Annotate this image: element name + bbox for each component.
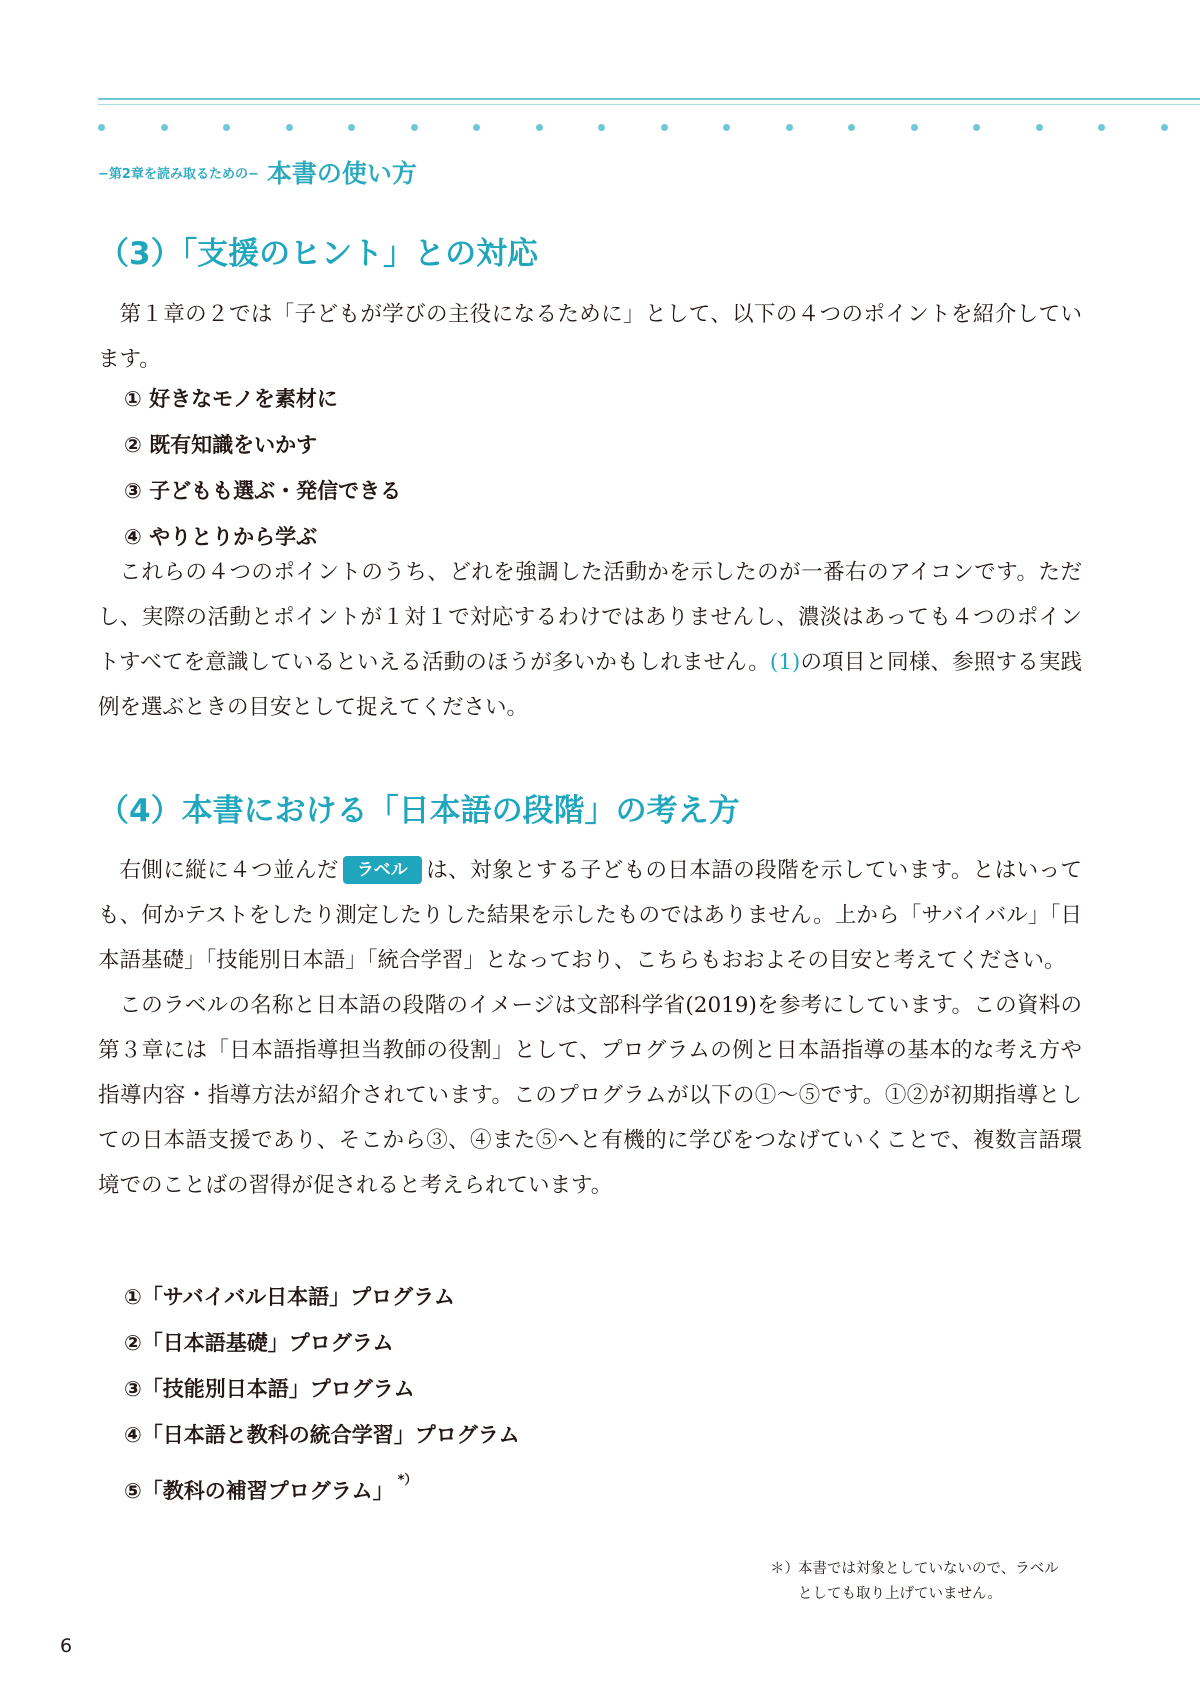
running-header-sub: −第2章を読み取るための− — [98, 166, 259, 182]
footnote-ref: *） — [397, 1473, 418, 1488]
section-4-p2: このラベルの名称と日本語の段階のイメージは文部科学省(2019)を参考にしています。この資料の第３章には「日本語指導担当教師の役割」として、プログラムの例と日本語指導の基本的な考え方や指導内容・指導方法が紹介されています。このプログラムが以下の①〜⑤です。①②が初期指導としての日本語支援であり、そこから③、④また⑤へと有機的に学びをつなげていくことで、複数言語環境でのことばの習得が促されると考えられています。 — [98, 993, 1082, 1198]
program-item-4: ④「日本語と教科の統合学習」プログラム — [124, 1423, 520, 1447]
point-item-4: ④ やりとりから学ぶ — [124, 525, 318, 549]
section-3-intro-text: 第１章の２では「子どもが学びの主役になるために」として、以下の４つのポイントを紹介しています。 — [98, 302, 1082, 372]
program-item-2: ②「日本語基礎」プログラム — [124, 1331, 394, 1355]
label-badge: ラベル — [343, 856, 422, 884]
program-item-5 — [124, 1458, 520, 1504]
section-ref-1: (1) — [769, 650, 801, 675]
program-item-3: ③「技能別日本語」プログラム — [124, 1377, 415, 1401]
footnote — [770, 1557, 1110, 1607]
section-4-heading: （4）本書における「日本語の段階」の考え方 — [98, 793, 740, 829]
section-3-intro — [98, 292, 1082, 382]
running-header — [98, 152, 417, 192]
footnote-line-1: 本書では対象としていないので、ラベル — [798, 1561, 1059, 1577]
program-item-1: ①「サバイバル日本語」プログラム — [124, 1285, 455, 1309]
page-number: 6 — [60, 1635, 73, 1657]
section-4-p1-a: 右側に縦に４つ並んだ — [119, 858, 339, 883]
header-dots — [98, 124, 1168, 134]
header-rule — [98, 98, 1200, 105]
programs-list — [124, 1274, 520, 1504]
footnote-line-2: としても取り上げていません。 — [798, 1586, 1002, 1602]
section-3-body-a: これらの４つのポイントのうち、どれを強調した活動かを示したのが一番右のアイコンです。ただし、実際の活動とポイントが１対１で対応するわけではありませんし、濃淡はあっても４つのポイントすべてを意識しているといえる活動のほうが多いかもしれません。 — [98, 560, 1082, 675]
point-item-3: ③ 子どもも選ぶ・発信できる — [124, 479, 402, 503]
section-3-heading: （3）「支援のヒント」との対応 — [98, 236, 539, 272]
points-list — [124, 376, 401, 560]
point-item-2: ② 既有知識をいかす — [124, 433, 318, 457]
footnote-mark: ＊） — [770, 1561, 799, 1577]
section-4-body — [98, 848, 1082, 1208]
running-header-title: 本書の使い方 — [266, 159, 417, 188]
program-item-5-text: ⑤「教科の補習プログラム」 — [124, 1479, 394, 1503]
section-3-body — [98, 550, 1082, 730]
section-3-body-b: の項目と同様、参照する実践例を選ぶときの目安として捉えてください。 — [98, 650, 1082, 720]
section-4-p1-b: は、対象とする子どもの日本語の段階を示しています。とはいっても、何かテストをしたり測定したりした結果を示したものではありません。上から「サバイバル」「日本語基礎」「技能別日本語」「統合学習」となっており、こちらもおおよその目安と考えてください。 — [98, 858, 1082, 973]
point-item-1: ① 好きなモノを素材に — [124, 387, 338, 411]
